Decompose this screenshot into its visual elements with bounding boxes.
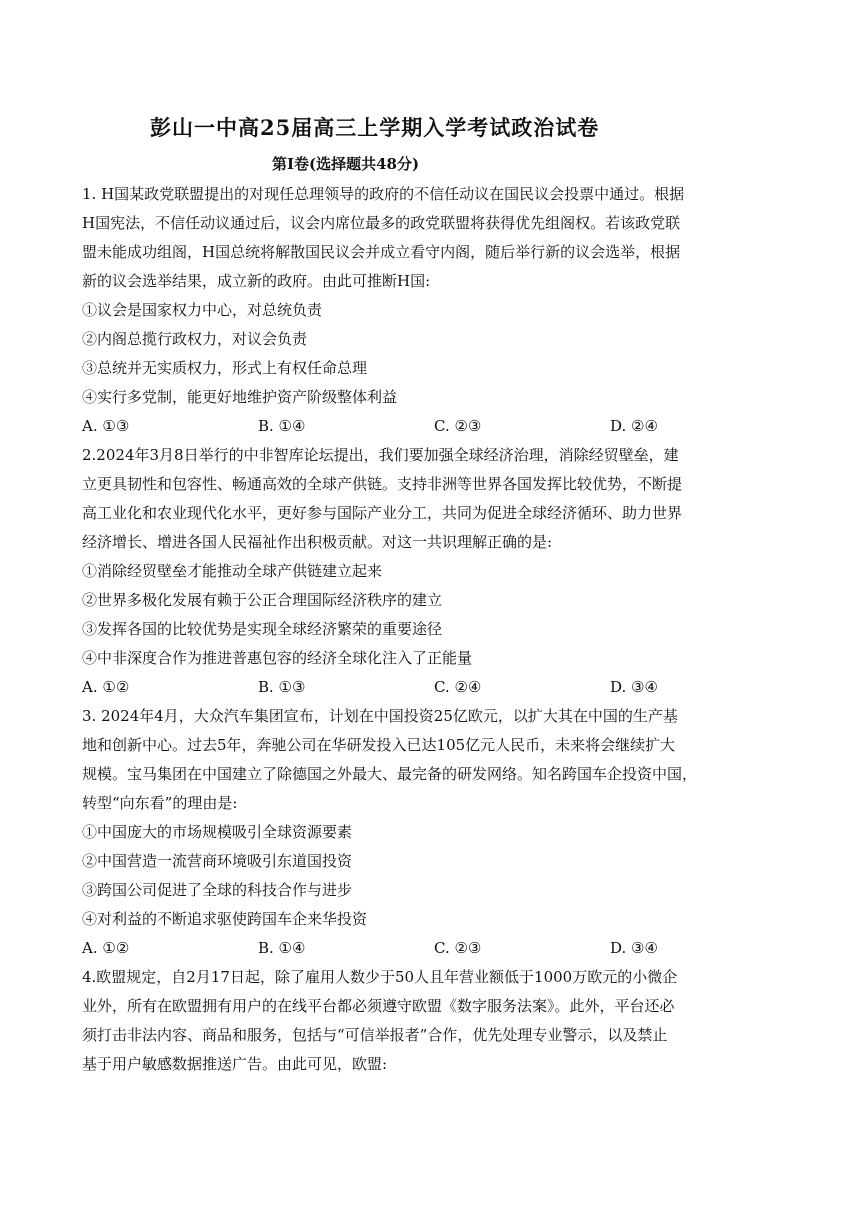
statement-item: ③总统并无实质权力，形式上有权任命总理 (82, 359, 368, 377)
question-stem-line: 地和创新中心。过去5年，奔驰公司在华研发投入已达105亿元人民币，未来将会继续扩大 (82, 736, 676, 754)
statement-item: ③发挥各国的比较优势是实现全球经济繁荣的重要途径 (82, 620, 443, 638)
option-a: A. ①③ (82, 417, 130, 435)
statement-item: ④实行多党制，能更好地维护资产阶级整体利益 (82, 388, 398, 406)
option-a: A. ①② (82, 678, 130, 696)
question-2 (82, 441, 782, 702)
section-heading: 第Ⅰ卷(选择题共48分) (272, 155, 420, 173)
question-list (82, 180, 782, 1079)
option-c: C. ②③ (434, 939, 482, 957)
question-stem-line: 2.2024年3月8日举行的中非智库论坛提出，我们要加强全球经济治理，消除经贸壁垒，建 (82, 446, 679, 464)
question-stem-line: H国宪法，不信任动议通过后，议会内席位最多的政党联盟将获得优先组阁权。若该政党联 (82, 214, 681, 232)
answer-options (82, 934, 782, 963)
answer-options (82, 412, 782, 441)
question-stem-line: 转型“向东看”的理由是: (82, 794, 238, 812)
question-stem-line: 立更具韧性和包容性、畅通高效的全球产供链。支持非洲等世界各国发挥比较优势，不断提 (82, 475, 683, 493)
exam-title: 彭山一中高25届高三上学期入学考试政治试卷 (150, 115, 600, 140)
answer-options (82, 673, 782, 702)
statement-item: ①中国庞大的市场规模吸引全球资源要素 (82, 823, 353, 841)
option-b: B. ①④ (258, 939, 306, 957)
question-stem-line: 业外，所有在欧盟拥有用户的在线平台都必须遵守欧盟《数字服务法案》。此外，平台还必 (82, 997, 675, 1015)
option-a: A. ①② (82, 939, 130, 957)
option-d: D. ③④ (610, 939, 658, 957)
option-d: D. ③④ (610, 678, 658, 696)
statement-item: ②中国营造一流营商环境吸引东道国投资 (82, 852, 353, 870)
question-stem-line: 3. 2024年4月，大众汽车集团宣布，计划在中国投资25亿欧元，以扩大其在中国的生产基 (82, 707, 678, 725)
statement-item: ②世界多极化发展有赖于公正合理国际经济秩序的建立 (82, 591, 443, 609)
statement-item: ④对利益的不断追求驱使跨国车企来华投资 (82, 910, 368, 928)
question-stem-line: 新的议会选举结果，成立新的政府。由此可推断H国: (82, 272, 431, 290)
option-c: C. ②③ (434, 417, 482, 435)
statement-item: ①消除经贸壁垒才能推动全球产供链建立起来 (82, 562, 383, 580)
question-1 (82, 180, 782, 441)
question-stem-line: 4.欧盟规定，自2月17日起，除了雇用人数少于50人且年营业额低于1000万欧元的小微企 (82, 968, 678, 986)
statement-item: ①议会是国家权力中心，对总统负责 (82, 301, 323, 319)
question-stem-line: 规模。宝马集团在中国建立了除德国之外最大、最完备的研发网络。知名跨国车企投资中国， (82, 765, 698, 783)
question-3 (82, 702, 782, 963)
option-b: B. ①④ (258, 417, 306, 435)
option-d: D. ②④ (610, 417, 658, 435)
question-stem-line: 须打击非法内容、商品和服务，包括与“可信举报者”合作，优先处理专业警示，以及禁止 (82, 1026, 668, 1044)
question-4 (82, 963, 782, 1079)
statement-item: ②内阁总揽行政权力，对议会负责 (82, 330, 308, 348)
question-stem-line: 基于用户敏感数据推送广告。由此可见，欧盟: (82, 1055, 388, 1073)
question-stem-line: 盟未能成功组阁，H国总统将解散国民议会并成立看守内阁，随后举行新的议会选举，根据 (82, 243, 681, 261)
statement-item: ③跨国公司促进了全球的科技合作与进步 (82, 881, 353, 899)
statement-item: ④中非深度合作为推进普惠包容的经济全球化注入了正能量 (82, 649, 473, 667)
option-b: B. ①③ (258, 678, 306, 696)
question-stem-line: 1. H国某政党联盟提出的对现任总理领导的政府的不信任动议在国民议会投票中通过。根据 (82, 185, 685, 203)
question-stem-line: 经济增长、增进各国人民福祉作出积极贡献。对这一共识理解正确的是: (82, 533, 553, 551)
question-stem-line: 高工业化和农业现代化水平，更好参与国际产业分工，共同为促进全球经济循环、助力世界 (82, 504, 683, 522)
option-c: C. ②④ (434, 678, 482, 696)
